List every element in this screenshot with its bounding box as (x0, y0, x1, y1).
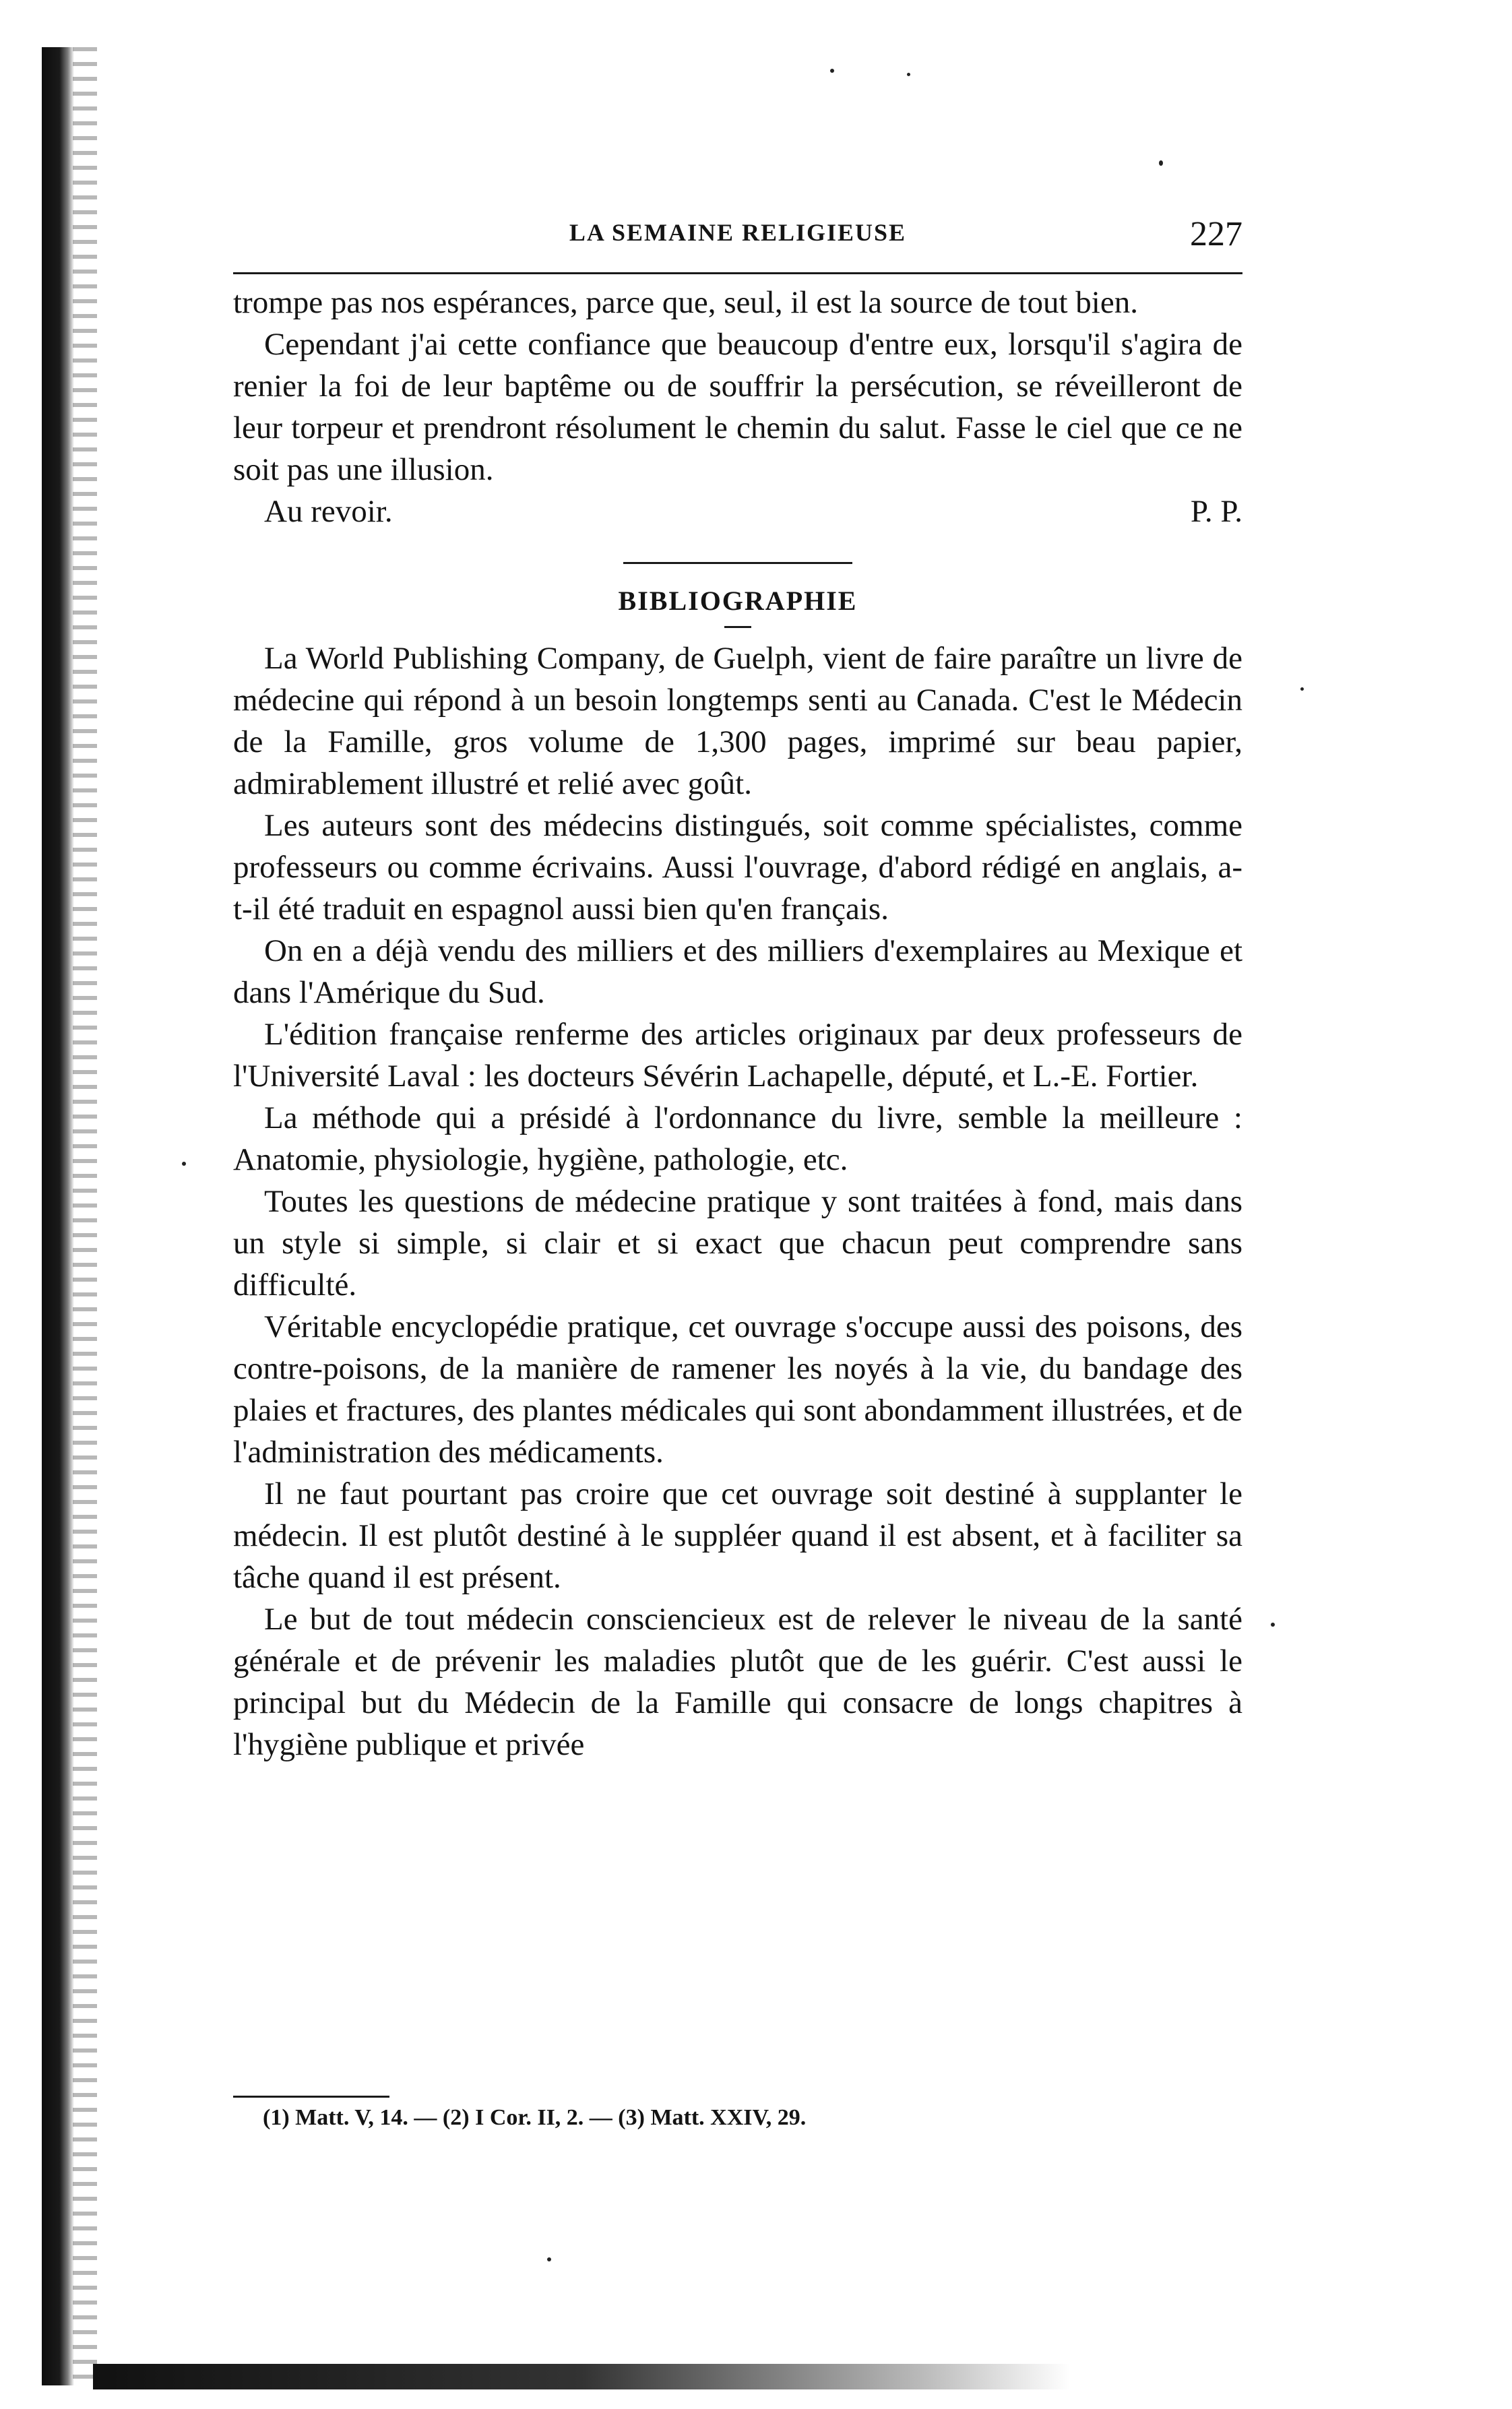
paragraph: Le but de tout médecin consciencieux est de relever le niveau de la santé générale et de prévenir les maladies plutôt que de les guérir. C'est aussi le principal but du Médecin de la Famille qui consacre de longs chapitres à l'hygiène publique et privée (233, 1602, 1242, 1762)
paragraph: Cependant j'ai cette confiance que beaucoup d'entre eux, lorsqu'il s'agira de renier la foi de leur baptême ou de souffrir la persécution, se réveilleront de leur torpeur et prendront résolument le chemin du salut. Fasse le ciel que ce ne soit pas une illusion. (233, 327, 1242, 487)
paragraph: La méthode qui a présidé à l'ordonnance du livre, semble la meilleure : Anatomie, physiologie, hygiène, pathologie, etc. (233, 1100, 1242, 1177)
paragraph: La World Publishing Company, de Guelph, vient de faire paraître un livre de médecine qui répond à un besoin longtemps senti au Canada. C'est le Médecin de la Famille, gros volume de 1,300 pages, imprimé sur beau papier, admirablement illustré et relié avec goût. (233, 641, 1242, 801)
heading-dash (724, 626, 751, 628)
footnote-rule (233, 2096, 389, 2098)
header-rule (233, 272, 1242, 274)
paragraph: Véritable encyclopédie pratique, cet ouvrage s'occupe aussi des poisons, des contre-poisons, de la manière de ramener les noyés à la vie, du bandage des plaies et fractures, des plantes médicales qui sont abondamment illustrées, et de l'administration des médicaments. (233, 1309, 1242, 1470)
section-heading: BIBLIOGRAPHIE (618, 586, 858, 616)
closing-text: Au revoir. (264, 494, 393, 529)
section-divider (623, 562, 852, 564)
page-number: 227 (1190, 215, 1242, 253)
body-text (233, 282, 1242, 1765)
running-title: LA SEMAINE RELIGIEUSE (569, 219, 907, 246)
paragraph: trompe pas nos espérances, parce que, seul, il est la source de tout bien. (233, 285, 1138, 320)
running-head (233, 214, 1242, 261)
paragraph: Les auteurs sont des médecins distingués, soit comme spécialistes, comme professeurs ou comme écrivains. Aussi l'ouvrage, d'abord rédigé en anglais, a-t-il été traduit en espagnol aussi bien qu'en français. (233, 808, 1242, 927)
signoff (233, 491, 1242, 532)
paragraph: Toutes les questions de médecine pratique y sont traitées à fond, mais dans un style si simple, si clair et si exact que chacun peut comprendre sans difficulté. (233, 1184, 1242, 1303)
footnote: (1) Matt. V, 14. — (2) I Cor. II, 2. — (3) Matt. XXIV, 29. (263, 2105, 807, 2130)
signature: P. P. (1190, 494, 1242, 529)
paragraph: Il ne faut pourtant pas croire que cet ouvrage soit destiné à supplanter le médecin. Il est plutôt destiné à le suppléer quand il est absent, et à faciliter sa tâche quand il est présent. (233, 1476, 1242, 1595)
paragraph: On en a déjà vendu des milliers et des milliers d'exemplaires au Mexique et dans l'Amérique du Sud. (233, 933, 1242, 1010)
paragraph: L'édition française renferme des articles originaux par deux professeurs de l'Université Laval : les docteurs Sévérin Lachapelle, député, et L.-E. Fortier. (233, 1017, 1242, 1094)
